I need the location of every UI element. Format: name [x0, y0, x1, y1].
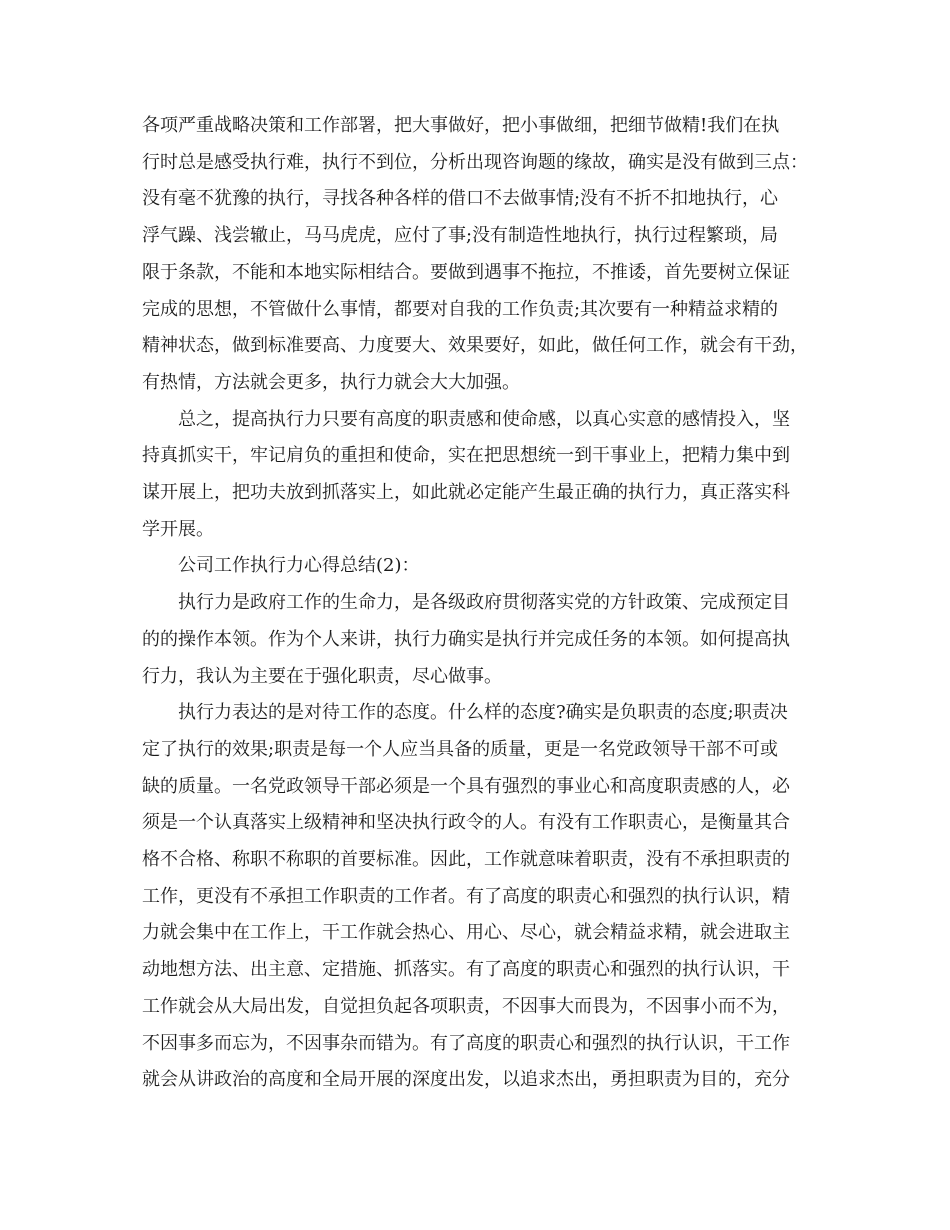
text-line: 持真抓实干，牢记肩负的重担和使命，实在把思想统一到干事业上，把精力集中到: [142, 445, 790, 466]
text-line: 工作就会从大局出发，自觉担负起各项职责，不因事大而畏为，不因事小而不为，: [142, 996, 790, 1017]
text-line: 各项严重战略决策和工作部署，把大事做好，把小事做细，把细节做精!我们在执: [142, 115, 780, 136]
text-line: 谋开展上，把功夫放到抓落实上，如此就必定能产生最正确的执行力，真正落实科: [142, 482, 790, 503]
text-line: 缺的质量。一名党政领导干部必须是一个具有强烈的事业心和高度职责感的人，必: [142, 776, 790, 797]
paragraph-first-line: 总之，提高执行力只要有高度的职责感和使命感，以真心实意的感情投入，坚: [178, 409, 790, 430]
text-line: 没有毫不犹豫的执行，寻找各种各样的借口不去做事情;没有不折不扣地执行，心: [142, 188, 779, 209]
text-line: 行力，我认为主要在于强化职责，尽心做事。: [142, 666, 502, 687]
paragraph-first-line: 执行力是政府工作的生命力，是各级政府贯彻落实党的方针政策、完成预定目: [178, 592, 790, 613]
text-line: 力就会集中在工作上，干工作就会热心、用心、尽心，就会精益求精，就会进取主: [142, 922, 790, 943]
text-line: 精神状态，做到标准要高、力度要大、效果要好，如此，做任何工作，就会有干劲，: [142, 335, 808, 356]
text-line: 学开展。: [142, 519, 214, 540]
paragraph-first-line: 执行力表达的是对待工作的态度。什么样的态度?确实是负职责的态度;职责决: [178, 702, 788, 723]
text-line: 工作，更没有不承担工作职责的工作者。有了高度的职责心和强烈的执行认识，精: [142, 886, 790, 907]
text-line: 完成的思想，不管做什么事情，都要对自我的工作负责;其次要有一种精益求精的: [142, 299, 779, 320]
text-line: 就会从讲政治的高度和全局开展的深度出发，以追求杰出，勇担职责为目的，充分: [142, 1069, 790, 1090]
paragraph-first-line: 公司工作执行力心得总结(2)：: [178, 555, 420, 576]
text-line: 不因事多而忘为，不因事杂而错为。有了高度的职责心和强烈的执行认识，干工作: [142, 1033, 790, 1054]
text-line: 动地想方法、出主意、定措施、抓落实。有了高度的职责心和强烈的执行认识，干: [142, 959, 790, 980]
text-line: 定了执行的效果;职责是每一个人应当具备的质量，更是一名党政领导干部不可或: [142, 739, 779, 760]
text-line: 有热情，方法就会更多，执行力就会大大加强。: [142, 372, 520, 393]
text-line: 限于条款，不能和本地实际相结合。要做到遇事不拖拉，不推诿，首先要树立保证: [142, 262, 790, 283]
text-line: 格不合格、称职不称职的首要标准。因此，工作就意味着职责，没有不承担职责的: [142, 849, 790, 870]
text-line: 的的操作本领。作为个人来讲，执行力确实是执行并完成任务的本领。如何提高执: [142, 629, 790, 650]
text-line: 浮气躁、浅尝辙止，马马虎虎，应付了事;没有制造性地执行，执行过程繁琐，局: [142, 225, 779, 246]
text-line: 须是一个认真落实上级精神和坚决执行政令的人。有没有工作职责心，是衡量其合: [142, 812, 790, 833]
text-line: 行时总是感受执行难，执行不到位，分析出现咨询题的缘故，确实是没有做到三点：: [142, 152, 808, 173]
